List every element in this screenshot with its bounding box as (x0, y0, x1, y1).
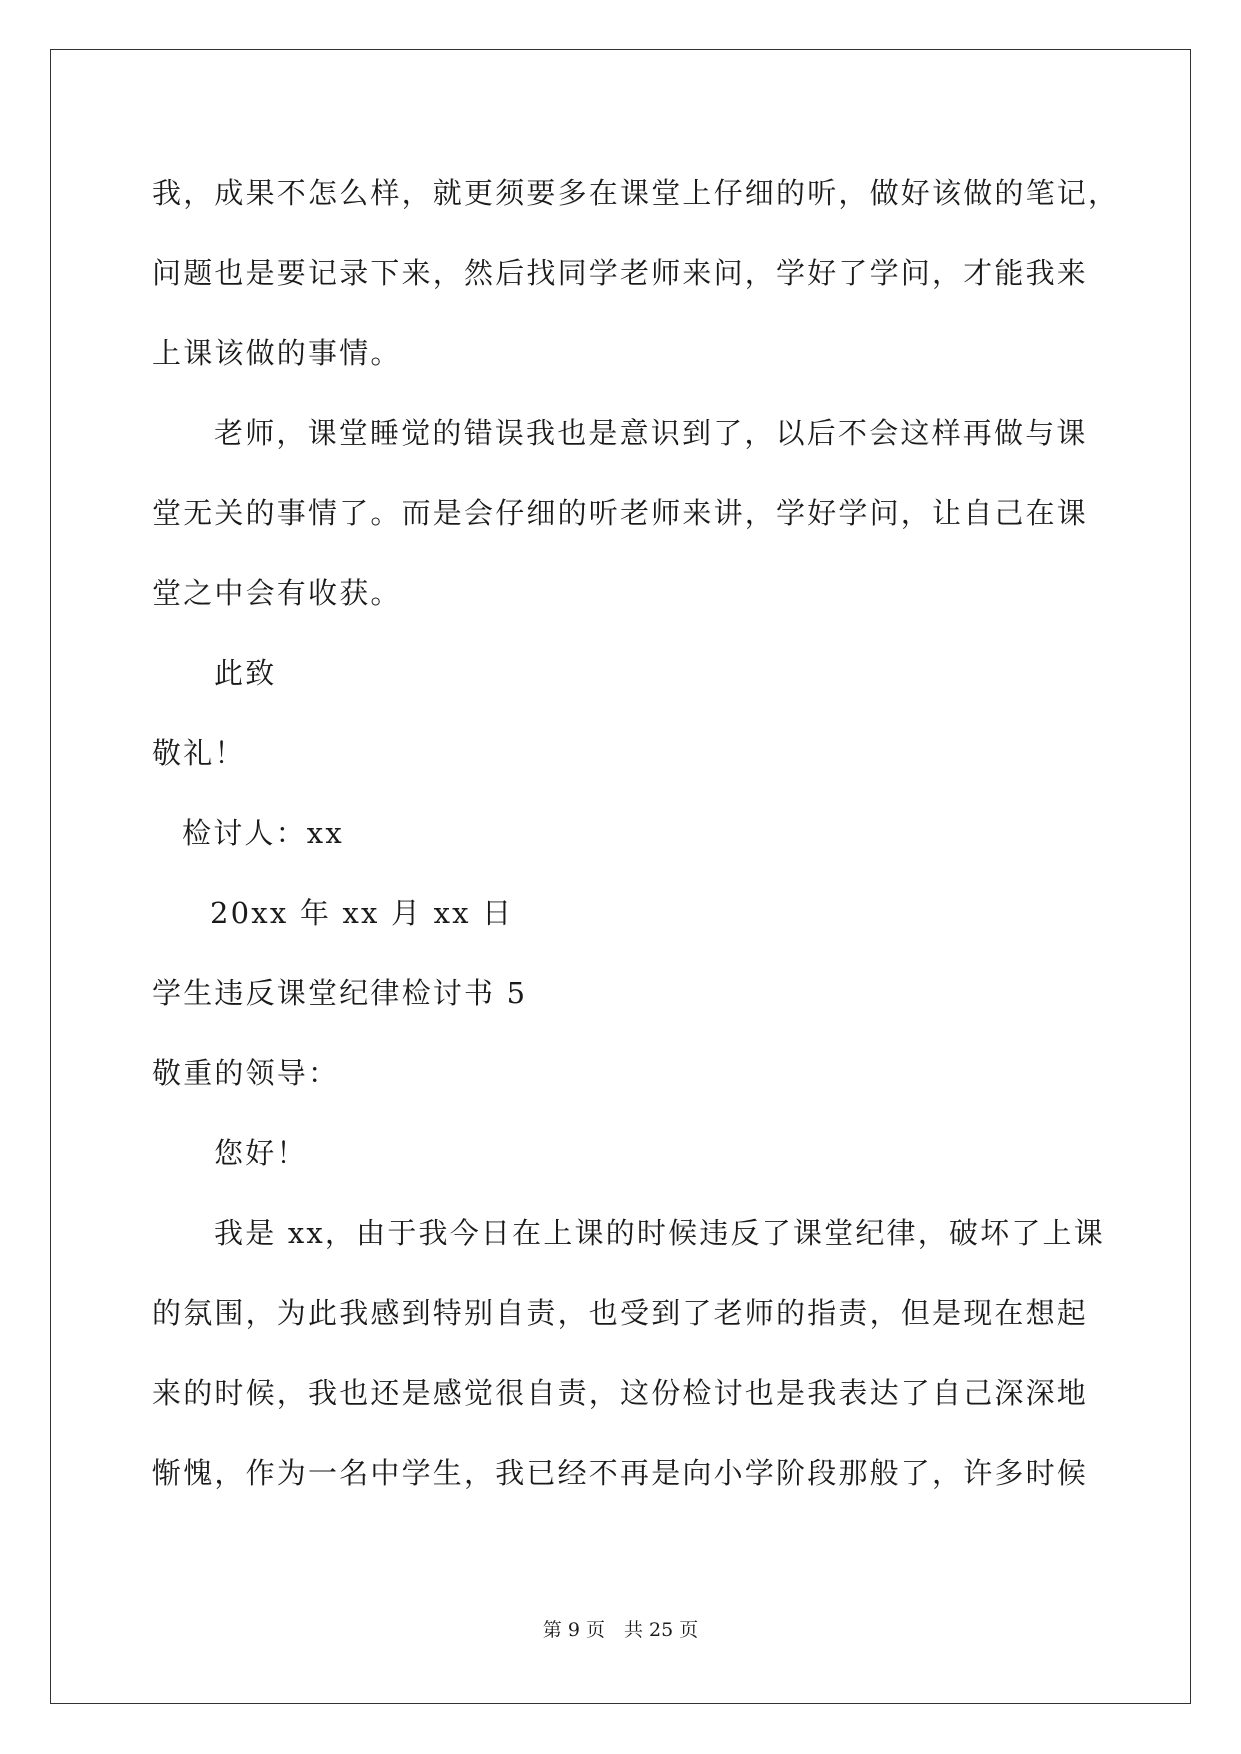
section-title: 学生违反课堂纪律检讨书 5 (152, 976, 528, 1010)
body-line: 的氛围，为此我感到特别自责，也受到了老师的指责，但是现在想起 (152, 1296, 1089, 1330)
signature-name: 检讨人：xx (182, 816, 344, 850)
body-line: 来的时候，我也还是感觉很自责，这份检讨也是我表达了自己深深地 (152, 1376, 1089, 1410)
body-line: 堂之中会有收获。 (152, 576, 402, 610)
body-line: 我，成果不怎么样，就更须要多在课堂上仔细的听，做好该做的笔记， (152, 176, 1120, 210)
body-line: 我是 xx，由于我今日在上课的时候违反了课堂纪律，破坏了上课 (214, 1216, 1105, 1250)
greeting-line: 敬重的领导： (152, 1056, 340, 1090)
greeting-hello: 您好！ (214, 1136, 308, 1170)
salutation: 敬礼！ (152, 736, 246, 770)
body-line: 堂无关的事情了。而是会仔细的听老师来讲，学好学问，让自己在课 (152, 496, 1089, 530)
body-line: 惭愧，作为一名中学生，我已经不再是向小学阶段那般了，许多时候 (152, 1456, 1089, 1490)
body-line: 上课该做的事情。 (152, 336, 402, 370)
page-number: 第 9 页 共 25 页 (542, 1619, 699, 1641)
body-line: 老师，课堂睡觉的错误我也是意识到了，以后不会这样再做与课 (214, 416, 1088, 450)
body-line: 问题也是要记录下来，然后找同学老师来问，学好了学问，才能我来 (152, 256, 1089, 290)
signature-date: 20xx 年 xx 月 xx 日 (210, 896, 514, 930)
closing-phrase: 此致 (214, 656, 277, 690)
